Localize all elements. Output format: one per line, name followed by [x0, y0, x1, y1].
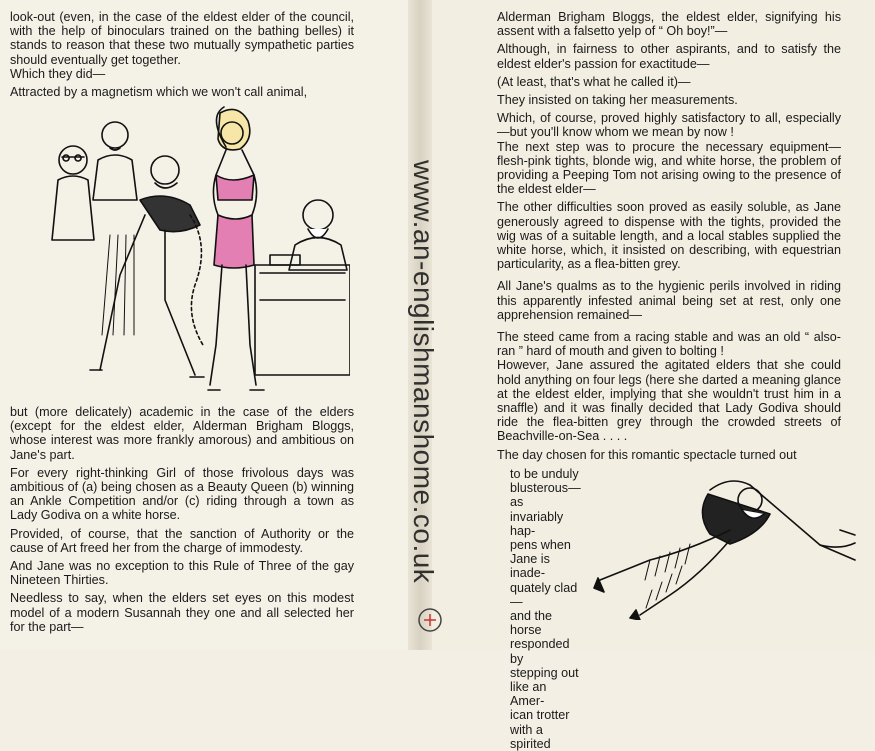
- text-line: Jane is inade-: [510, 552, 550, 581]
- paragraph: And Jane was no exception to this Rule of Three of the gay Nineteen Thirties.: [10, 559, 354, 588]
- paragraph: Attracted by a magnetism which we won't call animal,: [10, 85, 308, 100]
- paragraph: but (more delicately) academic in the case of the elders (except for the eldest elder, Alderman Brigham Bloggs, whose interest was more frankly amorous) and ambitious on Jane's part.: [10, 405, 354, 462]
- paragraph: Which they did—: [10, 66, 106, 81]
- right-main-text: [497, 10, 841, 466]
- paragraph: For every right-thinking Girl of those frivolous days was ambitious of (a) being chosen as a Beauty Queen (b) winning an Ankle Competition and/or (c) riding through a town as Lady Godiva on a white horse.: [10, 465, 354, 523]
- left-bottom-text: [10, 405, 354, 638]
- text-line: quately clad—: [510, 580, 578, 609]
- text-line: with a spirited: [510, 722, 551, 751]
- text-line: blusterous—as: [510, 481, 581, 510]
- watermark-logo-icon: [416, 606, 444, 634]
- right-narrow-text: [510, 467, 582, 751]
- website-watermark: www.an-englishmanshome.co.uk: [408, 160, 439, 584]
- paragraph: The next step was to procure the necessary equipment—flesh-pink tights, blonde wig, and white horse, the problem of providing a Peeping Tom not arising owing to the presence of the eldest elder—: [497, 139, 841, 197]
- paragraph: Provided, of course, that the sanction of Authority or the cause of Art freed her from the charge of immodesty.: [10, 526, 354, 555]
- text-line: responded by: [510, 637, 570, 666]
- paragraph: Which, of course, proved highly satisfactory to all, especially—but you'll know whom we mean by now !: [497, 111, 841, 140]
- text-line: to be unduly: [510, 467, 579, 481]
- paragraph: However, Jane assured the agitated elders that she could hold anything on four legs (here she darted a meaning glance at the eldest elder, implying that she wouldn't trust him in a snaffle) and it was finally decided that Lady Godiva should ride the flea-bitten grey through the crowded streets of Beachville-on-Sea . . . .: [497, 358, 841, 444]
- text-line: and the horse: [510, 609, 553, 638]
- paragraph: (At least, that's what he called it)—: [497, 74, 691, 89]
- paragraph: look-out (even, in the case of the eldest elder of the council, with the help of binoculars trained on the bathing belles) it stands to reason that these two mutually sympathetic parties should eventually get together.: [10, 10, 354, 67]
- paragraph: They insisted on taking her measurements.: [497, 93, 738, 108]
- paragraph: Needless to say, when the elders set eyes on this modest model of a modern Susannah they one and all selected her for the part—: [10, 591, 354, 634]
- text-line: invariably hap-: [510, 509, 564, 538]
- paragraph: All Jane's qualms as to the hygienic perils involved in riding this apparently infested animal being set at rest, only one apprehension remained—: [497, 279, 841, 322]
- paragraph: Although, in fairness to other aspirants, and to satisfy the eldest elder's passion for exactitude—: [497, 42, 841, 71]
- text-line: stepping out: [510, 665, 579, 680]
- text-line: like an Amer-: [510, 680, 547, 709]
- fallen-elder-illustration: [590, 470, 865, 620]
- left-top-text: [10, 10, 354, 103]
- paragraph: The day chosen for this romantic spectacle turned out: [497, 447, 797, 462]
- text-line: pens when: [510, 538, 571, 553]
- paragraph: The steed came from a racing stable and was an old “ also-ran ” hard of mouth and given to bolting !: [497, 330, 841, 359]
- text-line: ican trotter: [510, 708, 570, 723]
- paragraph: The other difficulties soon proved as easily soluble, as Jane generously agreed to dispense with the tights, provided the wig was of a suitable length, and a local stables supplied the white horse, which, it insisted on describing, with equestrian particularity, as a flea-bitten grey.: [497, 200, 841, 272]
- measuring-scene-illustration: [40, 105, 350, 400]
- paragraph: Alderman Brigham Bloggs, the eldest elder, signifying his assent with a falsetto yelp of “ Oh boy!”—: [497, 10, 841, 39]
